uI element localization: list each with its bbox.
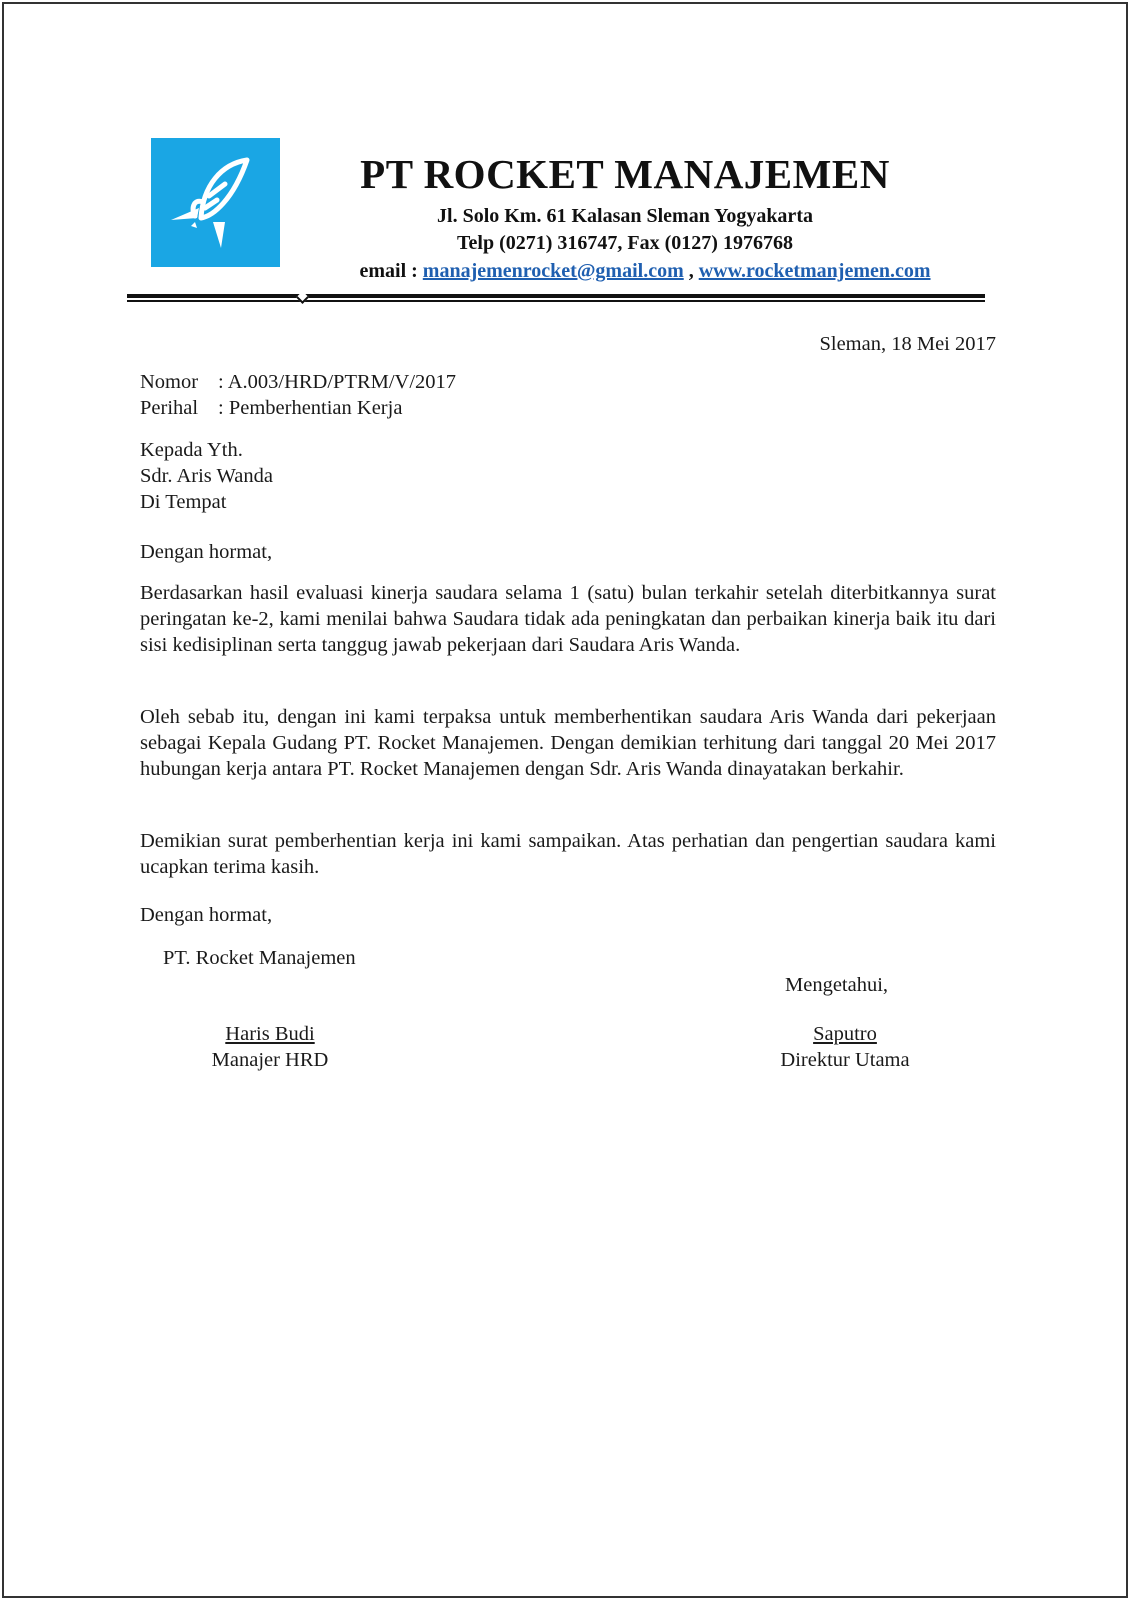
email-link[interactable]: manajemenrocket@gmail.com [422, 260, 684, 282]
contact-separator: , [688, 260, 694, 282]
signer-left-name: Haris Budi [225, 1023, 315, 1045]
greeting: Dengan hormat, [140, 541, 273, 563]
letter-date: Sleman, 18 Mei 2017 [819, 333, 996, 355]
company-logo [151, 138, 280, 267]
header-rule-thin [127, 300, 985, 302]
nomor-label: Nomor [140, 371, 199, 393]
body-paragraph-2: Oleh sebab itu, dengan ini kami terpaksa untuk memberhentikan saudara Aris Wanda dari pekerjaan sebagai Kepala Gudang PT. Rocket Manajemen. Dengan demikian terhitung dari tanggal 20 Mei 2017 hubungan kerja antara PT. Rocket Manajemen dengan Sdr. Aris Wanda dinayatakan berkahir. [140, 706, 996, 780]
rocket-icon [151, 138, 280, 267]
signer-right-title: Direktur Utama [780, 1049, 910, 1071]
email-label: email : [359, 260, 418, 282]
recipient-name: Sdr. Aris Wanda [140, 465, 273, 487]
body-paragraph-1: Berdasarkan hasil evaluasi kinerja saudara selama 1 (satu) bulan terkahir setelah diterbitkannya surat peringatan ke-2, kami menilai bahwa Saudara tidak ada peningkatan dan perbaikan kinerja baik itu dari sisi kedisiplinan serta tanggug jawab pekerjaan dari Saudara Aris Wanda. [140, 582, 996, 656]
acknowledged-label: Mengetahui, [785, 974, 889, 996]
perihal-label: Perihal [140, 397, 199, 419]
company-signature: PT. Rocket Manajemen [163, 947, 356, 969]
closing: Dengan hormat, [140, 904, 273, 926]
company-address: Jl. Solo Km. 61 Kalasan Sleman Yogyakarta [437, 205, 813, 227]
perihal-value: : Pemberhentian Kerja [218, 397, 403, 419]
body-paragraph-3: Demikian surat pemberhentian kerja ini kami sampaikan. Atas perhatian dan pengertian saudara kami ucapkan terima kasih. [140, 830, 996, 878]
nomor-value: : A.003/HRD/PTRM/V/2017 [218, 371, 457, 393]
signer-left-title: Manajer HRD [211, 1049, 329, 1071]
header-rule-thick [127, 294, 985, 298]
signer-right-name: Saputro [813, 1023, 877, 1045]
company-contact [300, 260, 990, 283]
recipient-line: Kepada Yth. [140, 439, 243, 461]
website-link[interactable]: www.rocketmanjemen.com [698, 260, 931, 282]
company-phone: Telp (0271) 316747, Fax (0127) 1976768 [457, 232, 793, 254]
recipient-place: Di Tempat [140, 491, 227, 513]
company-name: PT ROCKET MANAJEMEN [360, 151, 890, 197]
